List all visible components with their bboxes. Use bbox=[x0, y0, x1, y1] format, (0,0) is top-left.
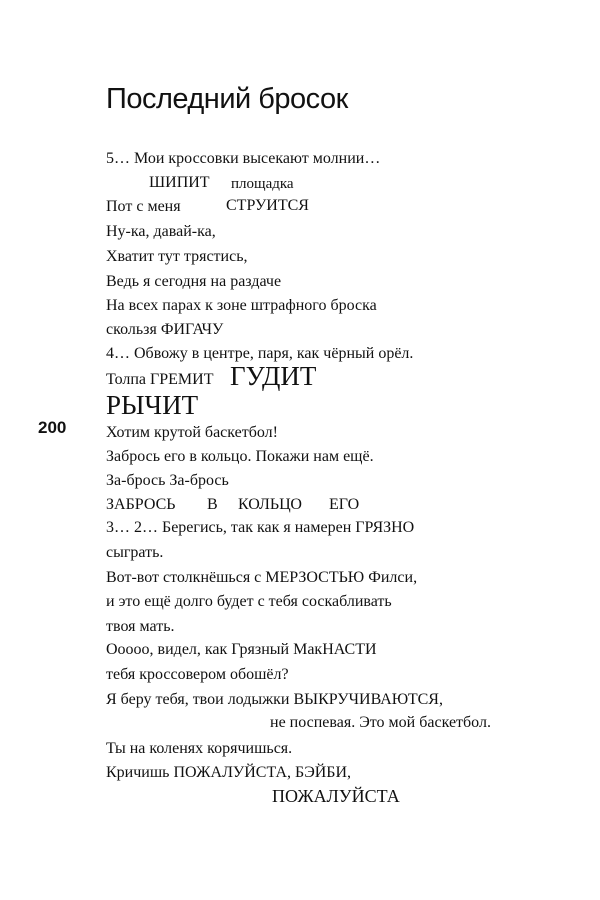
poem-word: КОЛЬЦО bbox=[238, 496, 302, 513]
poem-line: сыграть. bbox=[106, 544, 164, 561]
poem-line: Ведь я сегодня на раздаче bbox=[106, 273, 282, 290]
poem-line: и это ещё долго будет с тебя соскабливать bbox=[106, 593, 392, 610]
poem-word: площадка bbox=[231, 176, 294, 192]
poem-line: 5… Мои кроссовки высекают молнии… bbox=[106, 150, 381, 167]
poem-line: Забрось его в кольцо. Покажи нам ещё. bbox=[106, 448, 374, 465]
page-number: 200 bbox=[38, 418, 67, 437]
poem-line: За-брось За-брось bbox=[106, 472, 229, 489]
poem-line: не поспевая. Это мой баскетбол. bbox=[270, 714, 491, 731]
page-title: Последний бросок bbox=[106, 83, 348, 115]
poem-word: В bbox=[207, 496, 218, 513]
poem-line: твоя мать. bbox=[106, 618, 175, 635]
poem-line: Хватит тут трястись, bbox=[106, 248, 248, 265]
poem-line: Ну-ка, давай-ка, bbox=[106, 223, 216, 240]
poem-line: тебя кроссовером обошёл? bbox=[106, 666, 289, 683]
poem-line: На всех парах к зоне штрафного броска bbox=[106, 297, 377, 314]
poem-line: 4… Обвожу в центре, паря, как чёрный орёл. bbox=[106, 345, 414, 362]
poem-line: Ооооо, видел, как Грязный МакНАСТИ bbox=[106, 641, 377, 658]
poem-line: ПОЖАЛУЙСТА bbox=[272, 786, 400, 806]
poem-word: ЗАБРОСЬ bbox=[106, 496, 176, 513]
poem-word: ГУДИТ bbox=[230, 361, 317, 391]
poem-word: Толпа ГРЕМИТ bbox=[106, 371, 214, 388]
poem-line: Вот-вот столкнёшься с МЕРЗОСТЬЮ Филси, bbox=[106, 569, 418, 586]
poem-line: Хотим крутой баскетбол! bbox=[106, 424, 278, 441]
poem-line: РЫЧИТ bbox=[106, 390, 199, 420]
poem-line: Кричишь ПОЖАЛУЙСТА, БЭЙБИ, bbox=[106, 764, 352, 781]
poem-word: ШИПИТ bbox=[149, 174, 210, 191]
poem-line: 3… 2… Берегись, так как я намерен ГРЯЗНО bbox=[106, 519, 415, 536]
poem-word: СТРУИТСЯ bbox=[226, 197, 309, 214]
poem-line: скользя ФИГАЧУ bbox=[106, 321, 224, 338]
poem-line: Я беру тебя, твои лодыжки ВЫКРУЧИВАЮТСЯ, bbox=[106, 691, 443, 708]
poem-word: ЕГО bbox=[329, 496, 360, 513]
poem-line: Ты на коленях корячишься. bbox=[106, 740, 293, 757]
poem-word: Пот с меня bbox=[106, 198, 181, 215]
